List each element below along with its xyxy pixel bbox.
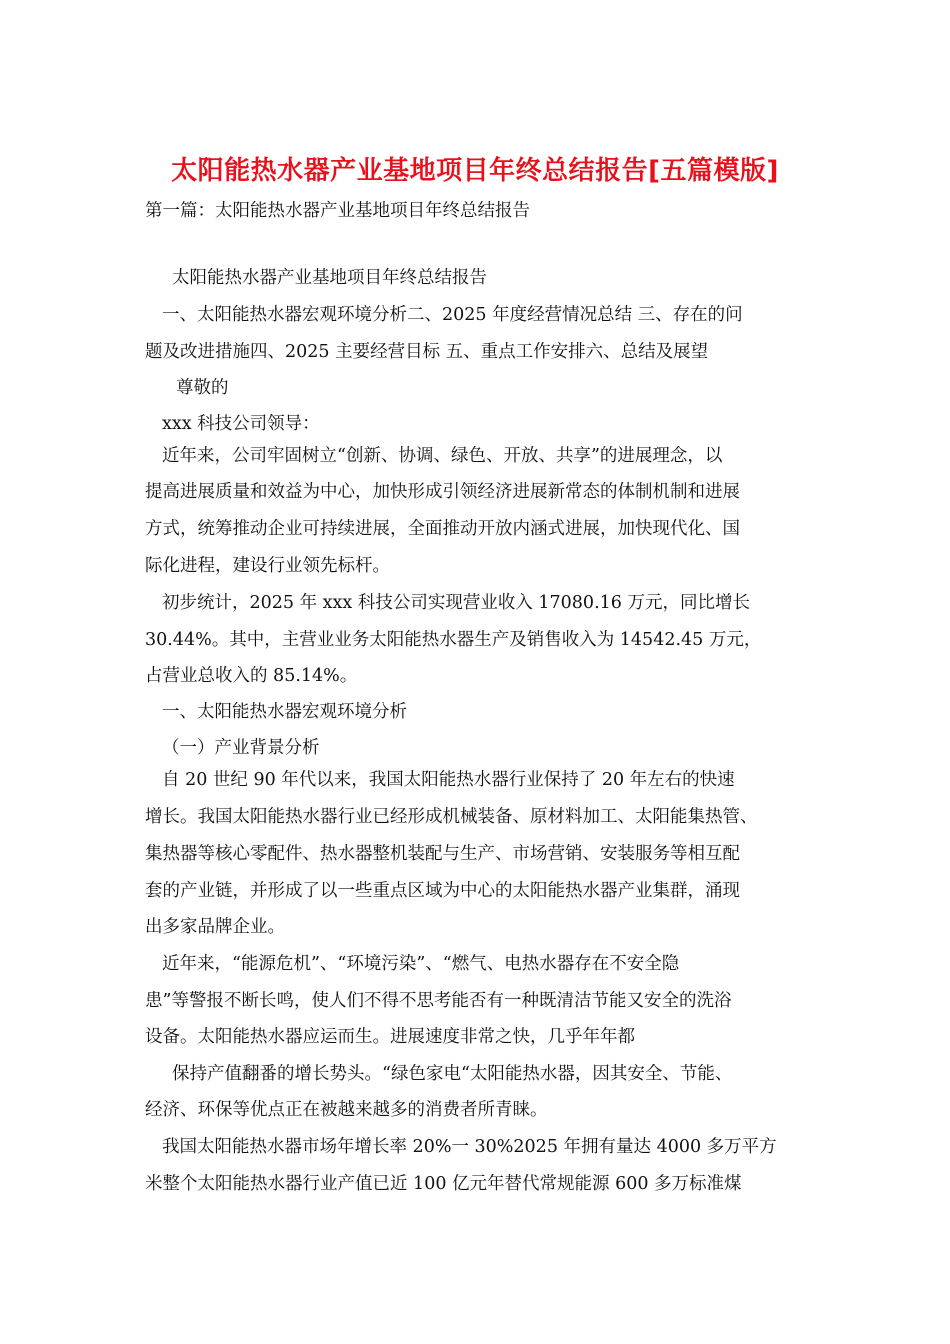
document-title: 太阳能热水器产业基地项目年终总结报告[五篇模版] [171,156,779,186]
report-subtitle: 太阳能热水器产业基地项目年终总结报告 [172,268,487,288]
toc-line-1: 一、太阳能热水器宏观环境分析二、2025 年度经营情况总结 三、存在的问 [162,305,743,325]
paragraph-line: 际化进程，建设行业领先标杆。 [145,556,390,576]
paragraph-line: 出多家品牌企业。 [145,917,285,937]
paragraph-line: 自 20 世纪 90 年代以来，我国太阳能热水器行业保持了 20 年左右的快速 [162,770,735,790]
paragraph-line: 30.44%。其中，主营业业务太阳能热水器生产及销售收入为 14542.45 万元， [145,630,762,650]
chapter-heading: 第一篇：太阳能热水器产业基地项目年终总结报告 [145,201,530,221]
paragraph-line: 设备。太阳能热水器应运而生。进展速度非常之快，几乎年年都 [145,1027,635,1047]
paragraph-line: 近年来，公司牢固树立“创新、协调、绿色、开放、共享”的进展理念，以 [162,446,723,466]
paragraph-line: 集热器等核心零配件、热水器整机装配与生产、市场营销、安装服务等相互配 [145,844,740,864]
paragraph-line: 保持产值翻番的增长势头。“绿色家电“太阳能热水器，因其安全、节能、 [172,1064,733,1084]
toc-line-2: 题及改进措施四、2025 主要经营目标 五、重点工作安排六、总结及展望 [145,342,709,362]
paragraph-line: 套的产业链，并形成了以一些重点区域为中心的太阳能热水器产业集群，涌现 [145,881,740,901]
subsection-heading: （一）产业背景分析 [162,738,320,758]
paragraph-line: 提高进展质量和效益为中心，加快形成引领经济进展新常态的体制机制和进展 [145,482,740,502]
paragraph-line: 我国太阳能热水器市场年增长率 20%一 30%2025 年拥有量达 4000 多万平方 [162,1137,777,1157]
paragraph-line: 增长。我国太阳能热水器行业已经形成机械装备、原材料加工、太阳能集热管、 [145,807,758,827]
paragraph-line: 米整个太阳能热水器行业产值已近 100 亿元年替代常规能源 600 多万标准煤 [145,1174,742,1194]
section-heading: 一、太阳能热水器宏观环境分析 [162,702,407,722]
paragraph-line: 近年来，“能源危机”、“环境污染”、“燃气、电热水器存在不安全隐 [162,954,680,974]
paragraph-line: 初步统计，2025 年 xxx 科技公司实现营业收入 17080.16 万元，同比增长 [162,593,750,613]
addressee-line: xxx 科技公司领导： [162,414,320,434]
salutation-line: 尊敬的 [176,378,229,398]
paragraph-line: 经济、环保等优点正在被越来越多的消费者所青睐。 [145,1100,548,1120]
paragraph-line: 占营业总收入的 85.14%。 [145,666,358,686]
paragraph-line: 患”等警报不断长鸣，使人们不得不思考能否有一种既清洁节能又安全的洗浴 [145,991,732,1011]
paragraph-line: 方式，统筹推动企业可持续进展，全面推动开放内涵式进展，加快现代化、国 [145,519,740,539]
